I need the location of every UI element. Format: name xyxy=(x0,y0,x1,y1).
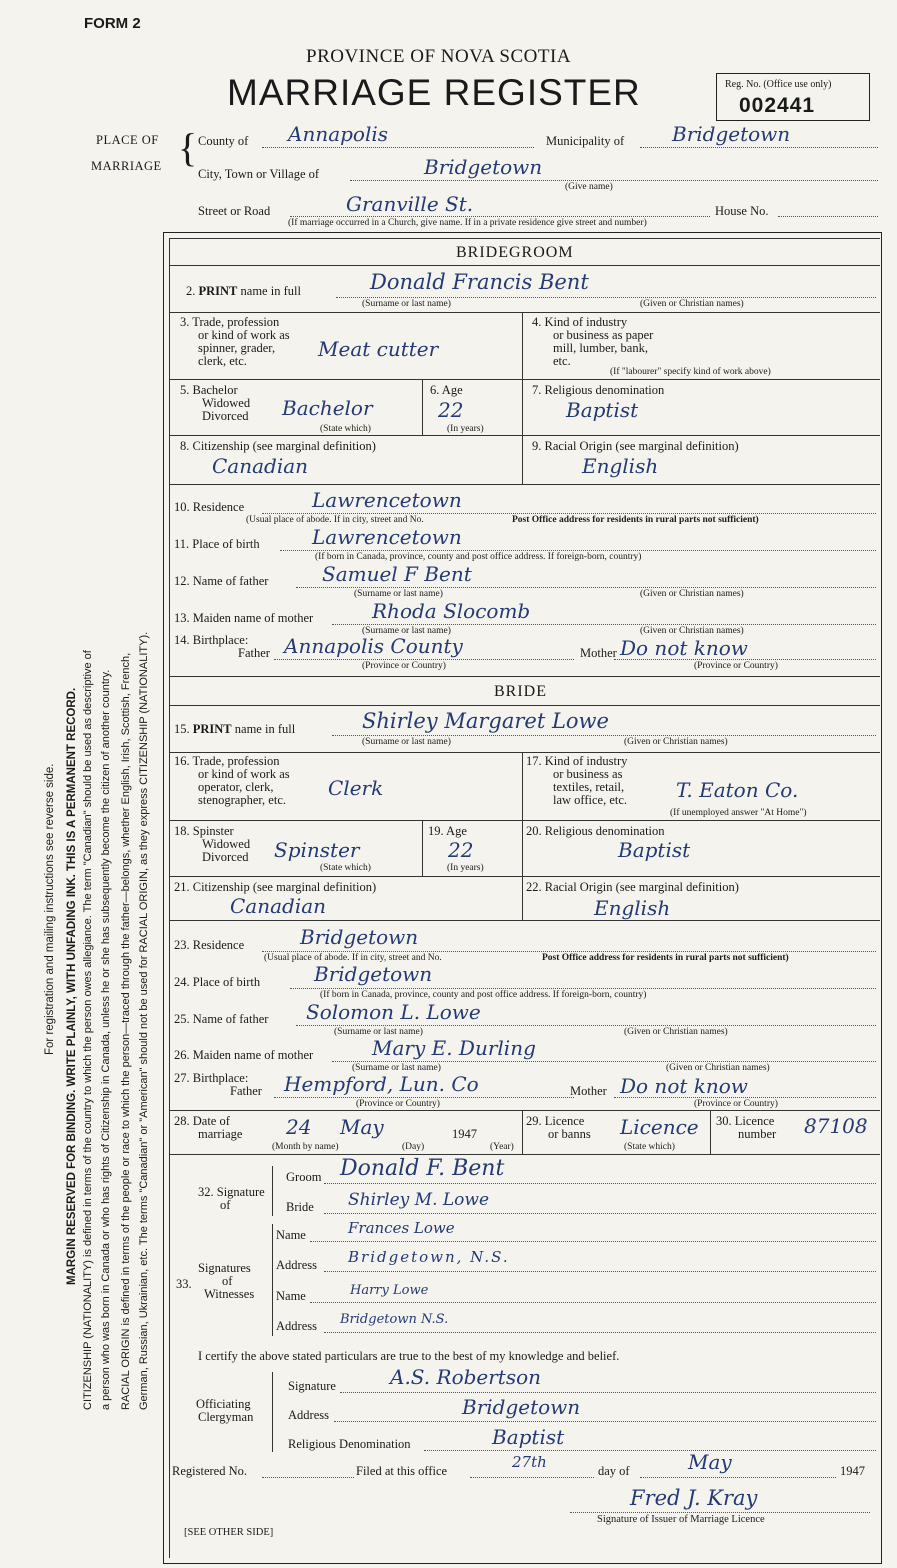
groom-name-label: 2. PRINT name in full xyxy=(186,284,301,298)
bride-father-given-caption: (Given or Christian names) xyxy=(624,1027,728,1037)
place-label: PLACE OF xyxy=(96,133,159,147)
bride-bp-mother-caption: (Province or Country) xyxy=(694,1099,778,1109)
w1-name-label: Name xyxy=(276,1228,306,1242)
groom-father-given-caption: (Given or Christian names) xyxy=(640,589,744,599)
marriage-day-value: 24 xyxy=(286,1115,312,1139)
bride-status-label-2: Widowed xyxy=(202,837,251,851)
groom-religion-value: Baptist xyxy=(566,398,639,422)
clergy-addr-value: Bridgetown xyxy=(462,1395,581,1419)
bride-trade-label-2: or kind of work as xyxy=(198,767,290,781)
place-brace: { xyxy=(178,125,198,170)
bride-residence-label: 23. Residence xyxy=(174,938,245,952)
bride-industry-label-1: 17. Kind of industry xyxy=(526,754,628,768)
municipality-label: Municipality of xyxy=(546,134,625,148)
witness-label-4: Witnesses xyxy=(204,1287,255,1301)
see-other-side: [SEE OTHER SIDE] xyxy=(184,1527,274,1538)
groom-bp-father-caption: (Province or Country) xyxy=(362,661,446,671)
groom-father-label: 12. Name of father xyxy=(174,574,269,588)
licence-value: Licence xyxy=(620,1115,699,1139)
bride-bp-father-label: Father xyxy=(230,1084,262,1098)
bride-industry-note: (If unemployed answer "At Home") xyxy=(670,808,807,818)
clergy-label-1: Officiating xyxy=(196,1397,251,1411)
bride-heading: BRIDE xyxy=(494,683,547,700)
month-caption: (Month by name) xyxy=(272,1142,339,1152)
groom-residence-note-b: Post Office address for residents in rural parts not sufficient) xyxy=(512,515,759,525)
bride-citizenship-label: 21. Citizenship (see marginal definition) xyxy=(174,880,377,894)
bride-trade-value: Clerk xyxy=(328,776,384,800)
groom-bp-mother-label: Mother xyxy=(580,646,617,660)
bride-signature: Shirley M. Lowe xyxy=(348,1190,490,1210)
groom-status-value: Bachelor xyxy=(282,396,373,420)
bride-industry-value: T. Eaton Co. xyxy=(676,778,799,802)
reg-label: Reg. No. (Office use only) xyxy=(725,79,832,90)
certify-statement: I certify the above stated particulars are true to the best of my knowledge and belief. xyxy=(198,1349,620,1363)
bride-name-value: Shirley Margaret Lowe xyxy=(362,709,609,733)
filed-year-value: 1947 xyxy=(840,1464,865,1478)
marriage-year-value: 1947 xyxy=(452,1127,477,1141)
date-label-2: marriage xyxy=(198,1127,243,1141)
number-label-1: 30. Licence xyxy=(716,1114,775,1128)
margin-binding: MARGIN RESERVED FOR BINDING. WRITE PLAINLY, WITH UNFADING INK. THIS IS A PERMANENT RECORD. xyxy=(66,687,78,1285)
groom-father-surname-caption: (Surname or last name) xyxy=(354,589,443,599)
city-note: (Give name) xyxy=(565,182,613,192)
w2-addr-value: Bridgetown N.S. xyxy=(340,1312,449,1327)
bride-birth-label: 24. Place of birth xyxy=(174,975,261,989)
city-value: Bridgetown xyxy=(424,155,543,179)
signature-label-2: of xyxy=(220,1198,231,1212)
groom-mother-surname-caption: (Surname or last name) xyxy=(362,626,451,636)
witness-label-2: Signatures xyxy=(198,1261,251,1275)
marriage-label: MARRIAGE xyxy=(91,159,162,173)
bride-bp-father-value: Hempford, Lun. Co xyxy=(284,1072,479,1096)
bride-birthplace-label: 27. Birthplace: xyxy=(174,1071,249,1085)
groom-racial-value: English xyxy=(582,454,659,478)
groom-given-caption: (Given or Christian names) xyxy=(640,299,744,309)
filed-month-value: May xyxy=(688,1450,732,1474)
reg-number: 002441 xyxy=(739,94,816,117)
city-label: City, Town or Village of xyxy=(198,167,320,181)
county-value: Annapolis xyxy=(288,122,389,146)
page-title: MARRIAGE REGISTER xyxy=(227,72,641,113)
margin-instructions: For registration and mailing instructions see reverse side. xyxy=(44,763,56,1055)
groom-mother-value: Rhoda Slocomb xyxy=(372,599,531,623)
groom-sig-label: Groom xyxy=(286,1170,322,1184)
date-label-1: 28. Date of xyxy=(174,1114,230,1128)
filed-day-value: 27th xyxy=(512,1453,547,1471)
groom-trade-label-2: or kind of work as xyxy=(198,328,290,342)
groom-citizenship-label: 8. Citizenship (see marginal definition) xyxy=(180,439,376,453)
groom-industry-label-3: mill, lumber, bank, xyxy=(553,341,648,355)
bride-residence-value: Bridgetown xyxy=(300,925,419,949)
clergy-signature: A.S. Robertson xyxy=(390,1365,542,1389)
w2-addr-label: Address xyxy=(276,1319,317,1333)
groom-citizenship-value: Canadian xyxy=(212,454,309,478)
bride-mother-value: Mary E. Durling xyxy=(372,1036,536,1060)
bride-industry-label-2: or business as xyxy=(553,767,623,781)
w1-name-value: Frances Lowe xyxy=(348,1219,455,1237)
bride-industry-label-4: law office, etc. xyxy=(553,793,628,807)
registered-label: Registered No. xyxy=(172,1464,247,1478)
bride-residence-note-a: (Usual place of abode. If in city, street and No. xyxy=(264,953,442,963)
groom-birth-value: Lawrencetown xyxy=(312,525,462,549)
groom-industry-label-1: 4. Kind of industry xyxy=(532,315,628,329)
clergy-label-2: Clergyman xyxy=(198,1410,254,1424)
bride-racial-value: English xyxy=(594,896,671,920)
groom-residence-note-a: (Usual place of abode. If in city, street and No. xyxy=(246,515,424,525)
reg-box xyxy=(716,73,870,121)
clergy-addr-label: Address xyxy=(288,1408,329,1422)
groom-birthplace-label: 14. Birthplace: xyxy=(174,633,249,647)
clergy-denom-label: Religious Denomination xyxy=(288,1437,411,1451)
bride-bp-mother-label: Mother xyxy=(570,1084,607,1098)
province-heading: PROVINCE OF NOVA SCOTIA xyxy=(306,46,572,67)
bride-state-caption: (State which) xyxy=(320,863,371,873)
groom-trade-label-4: clerk, etc. xyxy=(198,354,247,368)
bride-religion-label: 20. Religious denomination xyxy=(526,824,665,838)
bride-mother-given-caption: (Given or Christian names) xyxy=(666,1063,770,1073)
bride-sig-label: Bride xyxy=(286,1200,314,1214)
bride-years-caption: (In years) xyxy=(447,863,484,873)
bride-racial-label: 22. Racial Origin (see marginal definition) xyxy=(526,880,739,894)
street-value: Granville St. xyxy=(346,192,474,216)
bride-residence-note-b: Post Office address for residents in rural parts not sufficient) xyxy=(542,953,789,963)
groom-racial-label: 9. Racial Origin (see marginal definition) xyxy=(532,439,739,453)
groom-status-label-2: Widowed xyxy=(202,396,251,410)
licence-label-1: 29. Licence xyxy=(526,1114,585,1128)
groom-signature: Donald F. Bent xyxy=(340,1156,505,1181)
bride-citizenship-value: Canadian xyxy=(230,894,327,918)
margin-racial-2: German, Russian, Ukrainian, etc. The terms "Canadian" or "American" should not be used for RACIAL ORIGIN, as they express CITIZENSHIP (NATIONALITY). xyxy=(138,631,150,1410)
bride-mother-label: 26. Maiden name of mother xyxy=(174,1048,314,1062)
signature-label-1: 32. Signature xyxy=(198,1185,265,1199)
bride-birth-value: Bridgetown xyxy=(314,962,433,986)
year-caption: (Year) xyxy=(490,1142,514,1152)
street-note: (If marriage occurred in a Church, give name. If in a private residence give street and number) xyxy=(288,218,647,228)
bride-age-label: 19. Age xyxy=(428,824,467,838)
bride-bp-father-caption: (Province or Country) xyxy=(356,1099,440,1109)
groom-residence-label: 10. Residence xyxy=(174,500,245,514)
groom-surname-caption: (Surname or last name) xyxy=(362,299,451,309)
groom-birth-label: 11. Place of birth xyxy=(174,537,260,551)
witness-label-3: of xyxy=(222,1274,233,1288)
bride-father-value: Solomon L. Lowe xyxy=(306,1000,481,1024)
bride-surname-caption: (Surname or last name) xyxy=(362,737,451,747)
bride-status-label-3: Divorced xyxy=(202,850,249,864)
w1-addr-label: Address xyxy=(276,1258,317,1272)
groom-status-label-1: 5. Bachelor xyxy=(180,383,238,397)
w2-name-label: Name xyxy=(276,1289,306,1303)
issuer-caption: Signature of Issuer of Marriage Licence xyxy=(597,1514,765,1525)
groom-trade-value: Meat cutter xyxy=(318,337,439,361)
licence-caption: (State which) xyxy=(624,1142,675,1152)
county-label: County of xyxy=(198,134,249,148)
groom-age-label: 6. Age xyxy=(430,383,463,397)
bride-father-label: 25. Name of father xyxy=(174,1012,269,1026)
bride-status-value: Spinster xyxy=(274,838,360,862)
margin-citizenship-1: CITIZENSHIP (NATIONALITY) is defined in terms of the country to which the person owes allegiance. The term "Canadian" should be used as descriptive of xyxy=(82,650,94,1410)
house-label: House No. xyxy=(715,204,769,218)
bride-status-label-1: 18. Spinster xyxy=(174,824,234,838)
bride-trade-label-3: operator, clerk, xyxy=(198,780,274,794)
groom-bp-father-value: Annapolis County xyxy=(284,634,463,658)
licence-label-2: or banns xyxy=(548,1127,591,1141)
groom-trade-label-1: 3. Trade, profession xyxy=(180,315,280,329)
groom-status-label-3: Divorced xyxy=(202,409,249,423)
street-label: Street or Road xyxy=(198,204,271,218)
bride-mother-surname-caption: (Surname or last name) xyxy=(352,1063,441,1073)
w1-addr-value: Bridgetown, N.S. xyxy=(348,1248,510,1266)
bride-name-label: 15. PRINT name in full xyxy=(174,722,296,736)
bride-industry-label-3: textiles, retail, xyxy=(553,780,625,794)
bride-religion-value: Baptist xyxy=(618,838,691,862)
groom-trade-label-3: spinner, grader, xyxy=(198,341,276,355)
margin-citizenship-2: a person who was born in Canada or who has rights of Citizenship in Canada, unless he or she has subsequently become the citizen of another country. xyxy=(100,669,112,1410)
groom-age-value: 22 xyxy=(438,398,464,422)
day-caption: (Day) xyxy=(402,1142,425,1152)
groom-state-caption: (State which) xyxy=(320,424,371,434)
groom-industry-note: (If "labourer" specify kind of work above) xyxy=(610,367,771,377)
witness-label-1: 33. xyxy=(176,1277,192,1291)
municipality-value: Bridgetown xyxy=(672,122,791,146)
groom-years-caption: (In years) xyxy=(447,424,484,434)
groom-religion-label: 7. Religious denomination xyxy=(532,383,665,397)
margin-racial-1: RACIAL ORIGIN is defined in terms of the people or race to which the person—traced through the father—belongs, whether English, Irish, Scottish, French, xyxy=(120,652,132,1410)
filed-label: Filed at this office xyxy=(356,1464,448,1478)
groom-mother-given-caption: (Given or Christian names) xyxy=(640,626,744,636)
groom-industry-label-2: or business as paper xyxy=(553,328,654,342)
groom-industry-label-4: etc. xyxy=(553,354,571,368)
bride-bp-mother-value: Do not know xyxy=(620,1074,748,1098)
day-of-label: day of xyxy=(598,1464,630,1478)
bride-trade-label-1: 16. Trade, profession xyxy=(174,754,280,768)
w2-name-value: Harry Lowe xyxy=(350,1283,429,1298)
issuer-signature: Fred J. Kray xyxy=(630,1486,758,1510)
clergy-denom-value: Baptist xyxy=(492,1425,565,1449)
bride-trade-label-4: stenographer, etc. xyxy=(198,793,287,807)
number-label-2: number xyxy=(738,1127,777,1141)
bride-age-value: 22 xyxy=(448,838,474,862)
groom-mother-label: 13. Maiden name of mother xyxy=(174,611,314,625)
groom-bp-mother-caption: (Province or Country) xyxy=(694,661,778,671)
bride-father-surname-caption: (Surname or last name) xyxy=(334,1027,423,1037)
groom-father-value: Samuel F Bent xyxy=(322,562,472,586)
bride-given-caption: (Given or Christian names) xyxy=(624,737,728,747)
groom-residence-value: Lawrencetown xyxy=(312,488,462,512)
groom-bp-father-label: Father xyxy=(238,646,270,660)
bride-birth-note: (If born in Canada, province, county and post office address. If foreign-born, country) xyxy=(320,990,647,1000)
form-number: FORM 2 xyxy=(84,15,141,32)
clergy-sig-label: Signature xyxy=(288,1379,336,1393)
groom-bp-mother-value: Do not know xyxy=(620,636,748,660)
groom-name-value: Donald Francis Bent xyxy=(370,270,589,294)
groom-birth-note: (If born in Canada, province, county and post office address. If foreign-born, country) xyxy=(315,552,642,562)
marriage-month-value: May xyxy=(340,1115,384,1139)
licence-number-value: 87108 xyxy=(804,1114,868,1138)
bridegroom-heading: BRIDEGROOM xyxy=(456,244,574,261)
